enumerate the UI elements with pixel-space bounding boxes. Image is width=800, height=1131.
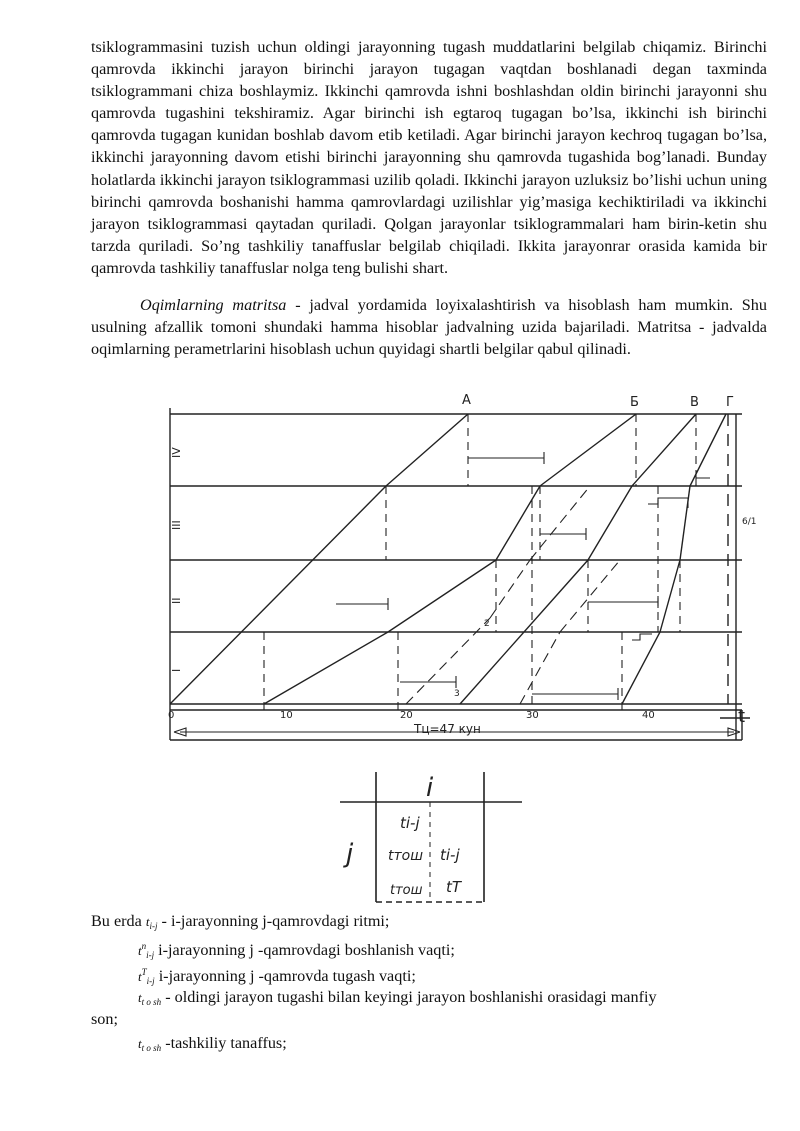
right-label: 6/1 xyxy=(742,517,757,527)
legend-line-5 xyxy=(138,1032,287,1059)
process-label-v: В xyxy=(690,395,699,410)
total-time-label: Тц=47 кун xyxy=(414,722,481,736)
matrix-cell-diagram xyxy=(336,766,526,906)
process-label-g: Г xyxy=(726,395,734,410)
matrix-row-header: j xyxy=(346,839,354,869)
matrix-cell-mid-left: tтош xyxy=(388,848,424,864)
legend-line-4-wrap xyxy=(91,1008,118,1030)
axis-label-t: t xyxy=(738,706,746,727)
symbol-sub: t o sh xyxy=(141,1043,162,1053)
axis-tick-10: 10 xyxy=(280,710,293,721)
matrix-cell-bottom-right: tT xyxy=(446,878,462,896)
axis-tick-0: 0 xyxy=(168,710,175,721)
row-label-2: II xyxy=(170,597,183,604)
symbol-t: t xyxy=(138,1036,142,1051)
process-label-a: А xyxy=(462,393,471,408)
row-label-1: I xyxy=(170,668,183,672)
legend-text-5: -tashkiliy tanaffus; xyxy=(161,1034,287,1052)
axis-tick-40: 40 xyxy=(642,710,655,721)
matrix-cell-bottom-left: tтош xyxy=(390,883,423,898)
symbol-t: t xyxy=(138,969,142,984)
symbol-sub: i-j xyxy=(146,976,155,986)
matrix-col-header: i xyxy=(426,773,434,803)
process-label-b: Б xyxy=(630,395,639,410)
symbol-sup: T xyxy=(141,967,147,977)
matrix-cell-mid-right: ti-j xyxy=(440,846,460,864)
axis-tick-20: 20 xyxy=(400,710,413,721)
mark-2: 2 xyxy=(484,619,490,629)
axis-tick-30: 30 xyxy=(526,710,539,721)
symbol-t: t xyxy=(138,943,142,958)
mark-3: 3 xyxy=(454,689,460,699)
paragraph-1: tsiklogrammasini tuzish uchun oldingi jarayonning tugash muddatlarini belgilab chiqamiz. Birinchi qamrovda ikkinchi jarayon birinchi jarayon tugagan vaqtdan boshlanadi degan taxminda tsiklogrammani chiza boshlaymiz. Ikkinchi qamrovda ishni boshlashdan oldin birinchi jarayonni shu qamrovda tugashini tekshiramiz. Agar birinchi ish egtaroq tugagan bo’lsa, ikkinchi ish birinchi qamrovda tugagan kunidan boshlab davom etib ketiladi. Agar birinchi jarayon kechroq tugagan bo’lsa, ikkinchi jarayonning davom etishi birinchi jarayonning shu qamrovda tugashida bog’lanadi. Bunday holatlarda ikkinchi jarayon tsiklogrammasi uzilib qoladi. Ikkinchi jarayon uzluksiz bo’lishi uchun uning birinchi qamrovda boshanishi hamma qamrovlardagi uzilishlar yig’masiga kechiktiriladi va ikkinchi jarayon tsiklogrammasi qaytadan quriladi. Qolgan jarayonlar tsiklogrammalari ham birin-ketin shu tarzda quriladi. So’ng tashkiliy tanaffuslar belgilab chiqiladi. Ikkita jarayonrar orasida kamida bir qamrovda tashkiliy tanaffuslar nolga teng bulishi shart. xyxy=(91,38,767,277)
legend-text-2: i-jarayonning j -qamrovdagi boshlanish vaqti; xyxy=(154,941,455,959)
term-matrix: Oqimlarning matritsa xyxy=(140,296,287,314)
row-label-3: III xyxy=(170,520,183,530)
symbol-sub: t o sh xyxy=(141,997,162,1007)
legend-line-4 xyxy=(138,986,657,1013)
legend-line-1 xyxy=(91,910,389,937)
paragraph-2 xyxy=(91,294,767,360)
symbol-sup: n xyxy=(141,941,147,951)
matrix-cell-top: ti-j xyxy=(400,814,420,832)
legend-text-4: - oldingi jarayon tugashi bilan keyingi jarayon boshlanishi orasidagi manfiy xyxy=(161,988,657,1006)
legend-text-1: - i-jarayonning j-qamrovdagi ritmi; xyxy=(157,912,390,930)
symbol-sub: i-j xyxy=(149,921,158,931)
symbol-sub: i-j xyxy=(146,950,155,960)
symbol-t: t xyxy=(145,914,150,929)
cyclogram-figure xyxy=(160,388,760,760)
row-label-4: IV xyxy=(170,447,183,458)
paragraph-2-text: - jadval yordamida loyixalashtirish va hisoblash ham mumkin. Shu usulning afzallik tomoni shundaki hamma hisoblar jadvalning uzida bajariladi. Matritsa - jadvalda oqimlarning perametrlarini hisoblash uchun quyidagi shartli belgilar qabul qilinadi. xyxy=(91,296,767,359)
legend-text-3: i-jarayonning j -qamrovda tugash vaqti; xyxy=(154,967,416,985)
symbol-t: t xyxy=(138,990,142,1005)
legend-wrap: son; xyxy=(91,1010,118,1028)
legend-intro: Bu erda xyxy=(91,912,142,930)
